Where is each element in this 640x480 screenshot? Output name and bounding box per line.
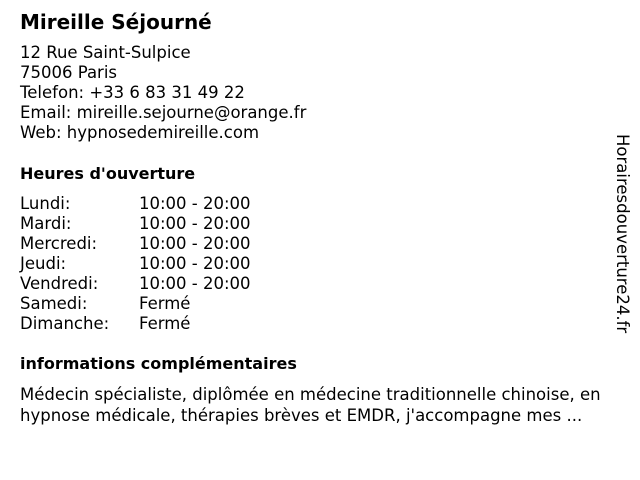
hours-time-value: 10:00 - 20:00 (139, 254, 251, 273)
hours-row-thursday (20, 254, 280, 274)
additional-info-heading: informations complémentaires (20, 354, 297, 373)
hours-day-label: Jeudi: (20, 254, 67, 273)
site-watermark: Horairesdouverture24.fr (613, 134, 632, 334)
hours-row-friday (20, 274, 280, 294)
hours-row-saturday (20, 294, 280, 314)
additional-info-text: Médecin spécialiste, diplômée en médecine traditionnelle chinoise, en hypnose médicale, thérapies brèves et EMDR, j'accompagne mes ... (20, 385, 601, 425)
phone-line: Telefon: +33 6 83 31 49 22 (20, 83, 245, 102)
hours-time-value: 10:00 - 20:00 (139, 234, 251, 253)
hours-day-label: Mercredi: (20, 234, 98, 253)
hours-time-value: Fermé (139, 314, 191, 333)
hours-row-tuesday (20, 214, 280, 234)
contact-block (20, 43, 306, 143)
hours-time-value: Fermé (139, 294, 191, 313)
hours-day-label: Samedi: (20, 294, 88, 313)
opening-hours-heading: Heures d'ouverture (20, 164, 196, 183)
hours-time-value: 10:00 - 20:00 (139, 214, 251, 233)
address-line-street: 12 Rue Saint-Sulpice (20, 43, 191, 62)
hours-day-label: Mardi: (20, 214, 72, 233)
hours-day-label: Lundi: (20, 194, 71, 213)
hours-row-sunday (20, 314, 280, 334)
hours-time-value: 10:00 - 20:00 (139, 274, 251, 293)
hours-row-wednesday (20, 234, 280, 254)
hours-day-label: Vendredi: (20, 274, 99, 293)
hours-day-label: Dimanche: (20, 314, 110, 333)
address-line-city: 75006 Paris (20, 63, 118, 82)
email-line: Email: mireille.sejourne@orange.fr (20, 103, 307, 122)
hours-time-value: 10:00 - 20:00 (139, 194, 251, 213)
web-line: Web: hypnosedemireille.com (20, 123, 260, 142)
hours-row-monday (20, 194, 280, 214)
opening-hours-table (20, 194, 280, 334)
business-name: Mireille Séjourné (20, 10, 212, 34)
